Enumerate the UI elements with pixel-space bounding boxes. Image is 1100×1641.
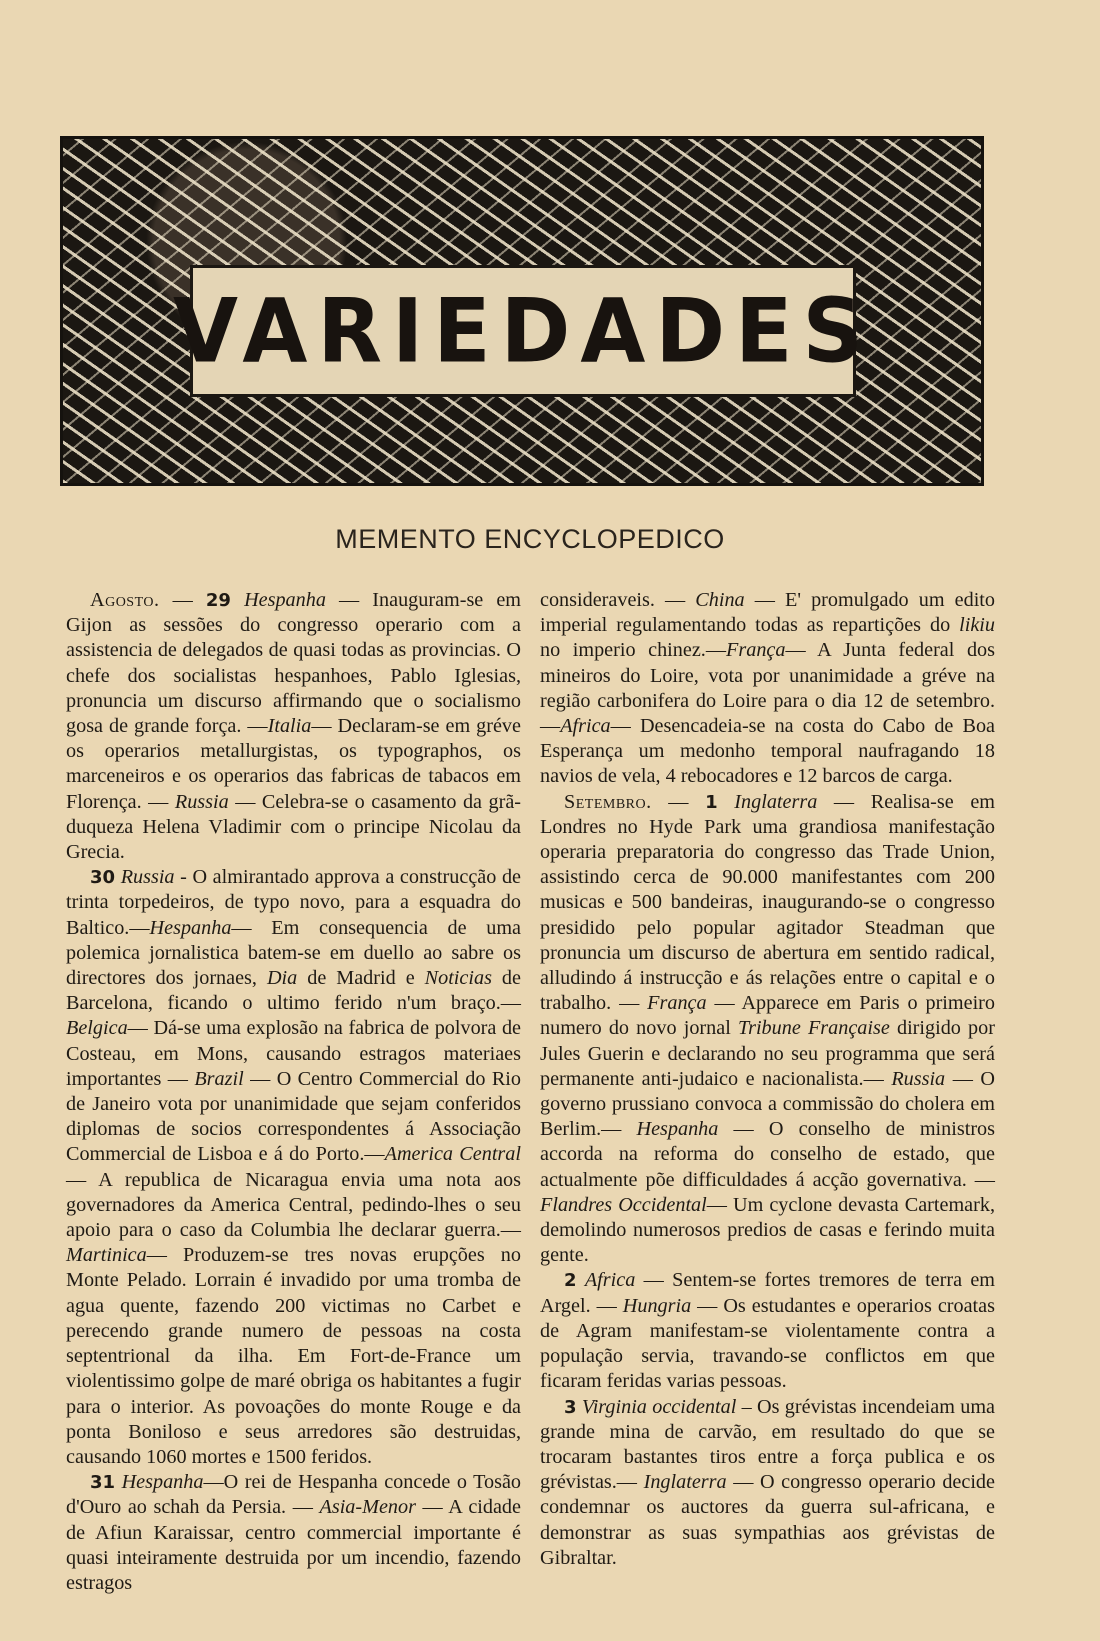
day-number: 29	[205, 590, 231, 611]
country-label: Inglaterra	[734, 790, 818, 813]
country-label: Hespanha	[244, 589, 326, 611]
country-label: Hungria	[622, 1294, 692, 1317]
country-label: Italia	[267, 715, 312, 738]
country-label: França	[647, 992, 707, 1015]
country-label: America Central	[384, 1143, 521, 1166]
country-label: Hespanha	[636, 1118, 719, 1141]
day-number: 3	[564, 1396, 577, 1418]
entry-september-1: Setembro. — 1 Inglaterra — Realisa-se em Londres no Hyde Park uma grandiosa manifestação operaria preparatoria do congresso das Trade Union, assistindo cerca de 90.000 manifestantes com 200 musicas e 500 bandeiras, inaugurando-se o congresso presidido pelo popular agitador Steadman que pronuncia um discurso de abertura em sentido radical, alludindo á instrucção e ás relações entre o capital e o trabalho. — França — Apparece em Paris o primeiro numero do novo jornal Tribune Française dirigido por Jules Guerin e declarando no seu programma que será permanente anti-judaico e nacionalista.— Russia — O governo prussiano convoca a commissão do cholera em Berlim.— Hespanha — O conselho de ministros accorda na reforma do conselho de estado, que actualmente põe difficuldades á acção governativa. — Flandres Occidental— Um cyclone devasta Cartemark, demolindo numerosos predios de casas e ferindo muita gente.	[540, 790, 996, 1267]
country-label: Virginia occidental	[581, 1395, 737, 1418]
day-number: 31	[90, 1472, 116, 1494]
country-label: Russia	[891, 1067, 946, 1090]
country-label: Brazil	[194, 1067, 244, 1090]
newspaper-name: Noticias	[424, 967, 492, 990]
country-label: Hespanha	[121, 1471, 204, 1494]
entry-september-2: 2 Africa — Sentem-se fortes tremores de terra em Argel. — Hungria — Os estudantes e operarios croatas de Agram manifestam-se violentamente contra a população servia, travando-se conflictos em que ficaram feridas varias pessoas.	[540, 1269, 996, 1393]
day-number: 1	[705, 791, 718, 813]
newspaper-name: Tribune Française	[737, 1017, 890, 1040]
country-label: Flandres Occidental	[540, 1193, 707, 1216]
country-label: Russia	[174, 790, 229, 813]
country-label: Martinica	[66, 1244, 147, 1267]
country-label: Africa	[584, 1269, 636, 1292]
country-label: Asia-Menor	[319, 1496, 416, 1519]
right-column	[540, 588, 995, 1571]
entry-august-31-continued: consideraveis. — China — E' promulgado um edito imperial regulamentando todas as repartições do likiu no imperio chinez.—França— A Junta federal dos mineiros do Loire, vota por unanimidade a gréve na região carbonifera do Loire para o dia 12 de setembro.—Africa— Desencadeia-se na costa do Cabo de Boa Esperança um medonho temporal naufragando 18 navios de vela, 4 rebocadores e 12 barcos de carga.	[540, 589, 995, 788]
country-label: Russia	[120, 866, 175, 889]
month-label: Agosto.	[90, 589, 160, 611]
newspaper-name: Dia	[266, 967, 298, 990]
country-label: Belgica	[66, 1017, 128, 1040]
country-label: França	[726, 639, 786, 662]
country-label: Hespanha	[149, 916, 232, 939]
country-label: China	[695, 589, 745, 611]
banner-title-plate	[173, 265, 873, 397]
entry-august-30: 30 Russia - O almirantado approva a construcção de trinta torpedeiros, de typo novo, para a esquadra do Baltico.—Hespanha— Em consequencia de uma polemica jornalistica batem-se em duello ao sabre os directores dos jornaes, Dia de Madrid e Noticias de Barcelona, ficando o ultimo ferido n'um braço.— Belgica— Dá-se uma explosão na fabrica de polvora de Costeau, em Mons, causando estragos materiaes importantes — Brazil — O Centro Commercial do Rio de Janeiro vota por unanimidade que sejam conferidos diplomas de socios correspondentes á Associação Commercial de Lisboa e á do Porto.—America Central— A republica de Nicaragua envia uma nota aos governadores da America Central, pedindo-lhes o seu apoio para o caso da Columbia lhe declarar guerra.—Martinica— Produzem-se tres novas erupções no Monte Pelado. Lorrain é invadido por uma tromba de agua quente, fazendo 200 victimas no Carbet e perecendo grande numero de pessoas na costa septentrional da ilha. Em Fort-de-France um violentissimo golpe de maré obriga os habitantes a fugir para o interior. As povoações do monte Rouge e da ponta Boniloso e seus arredores são destruidas, causando 1060 mortes e 1500 feridos.	[66, 866, 522, 1468]
term-label: likiu	[959, 614, 995, 637]
entry-august-29: Agosto. — 29 Hespanha — Inauguram-se em Gijon as sessões do congresso operario com a assistencia de delegados de quasi todas as provincias. O chefe dos socialistas hespanhoes, Pablo Iglesias, pronuncia um discurso affirmando que o socialismo gosa de grande força. —Italia— Declaram-se em gréve os operarios metallurgistas, os typographos, os marceneiros e os operarios das fabricas de tabacos em Florença. — Russia — Celebra-se o casamento da grã-duqueza Helena Vladimir com o principe Nicolau da Grecia.	[66, 589, 522, 864]
page-title: VARIEDADES	[173, 279, 873, 383]
left-column	[66, 588, 521, 1596]
entry-september-3: 3 Virginia occidental – Os grévistas incendeiam uma grande mina de carvão, em resultado do que se trocaram bastantes tiros entre a força publica e os grévistas.— Inglaterra — O congresso operario decide condemnar os auctores da guerra sul-africana, e demonstrar as suas sympathias aos grévistas de Gibraltar.	[540, 1395, 995, 1569]
day-number: 30	[90, 867, 116, 889]
section-title: MEMENTO ENCYCLOPEDICO	[335, 524, 725, 554]
country-label: Inglaterra	[643, 1471, 727, 1494]
entry-august-31: 31 Hespanha—O rei de Hespanha concede o Tosão d'Ouro ao schah da Persia. — Asia-Menor — A cidade de Afiun Karaissar, centro commercial importante é quasi inteiramente destruida por um incendio, fazendo estragos	[66, 1471, 522, 1594]
month-label: Setembro.	[564, 790, 652, 813]
day-number: 2	[564, 1270, 577, 1292]
country-label: Africa	[560, 715, 611, 738]
